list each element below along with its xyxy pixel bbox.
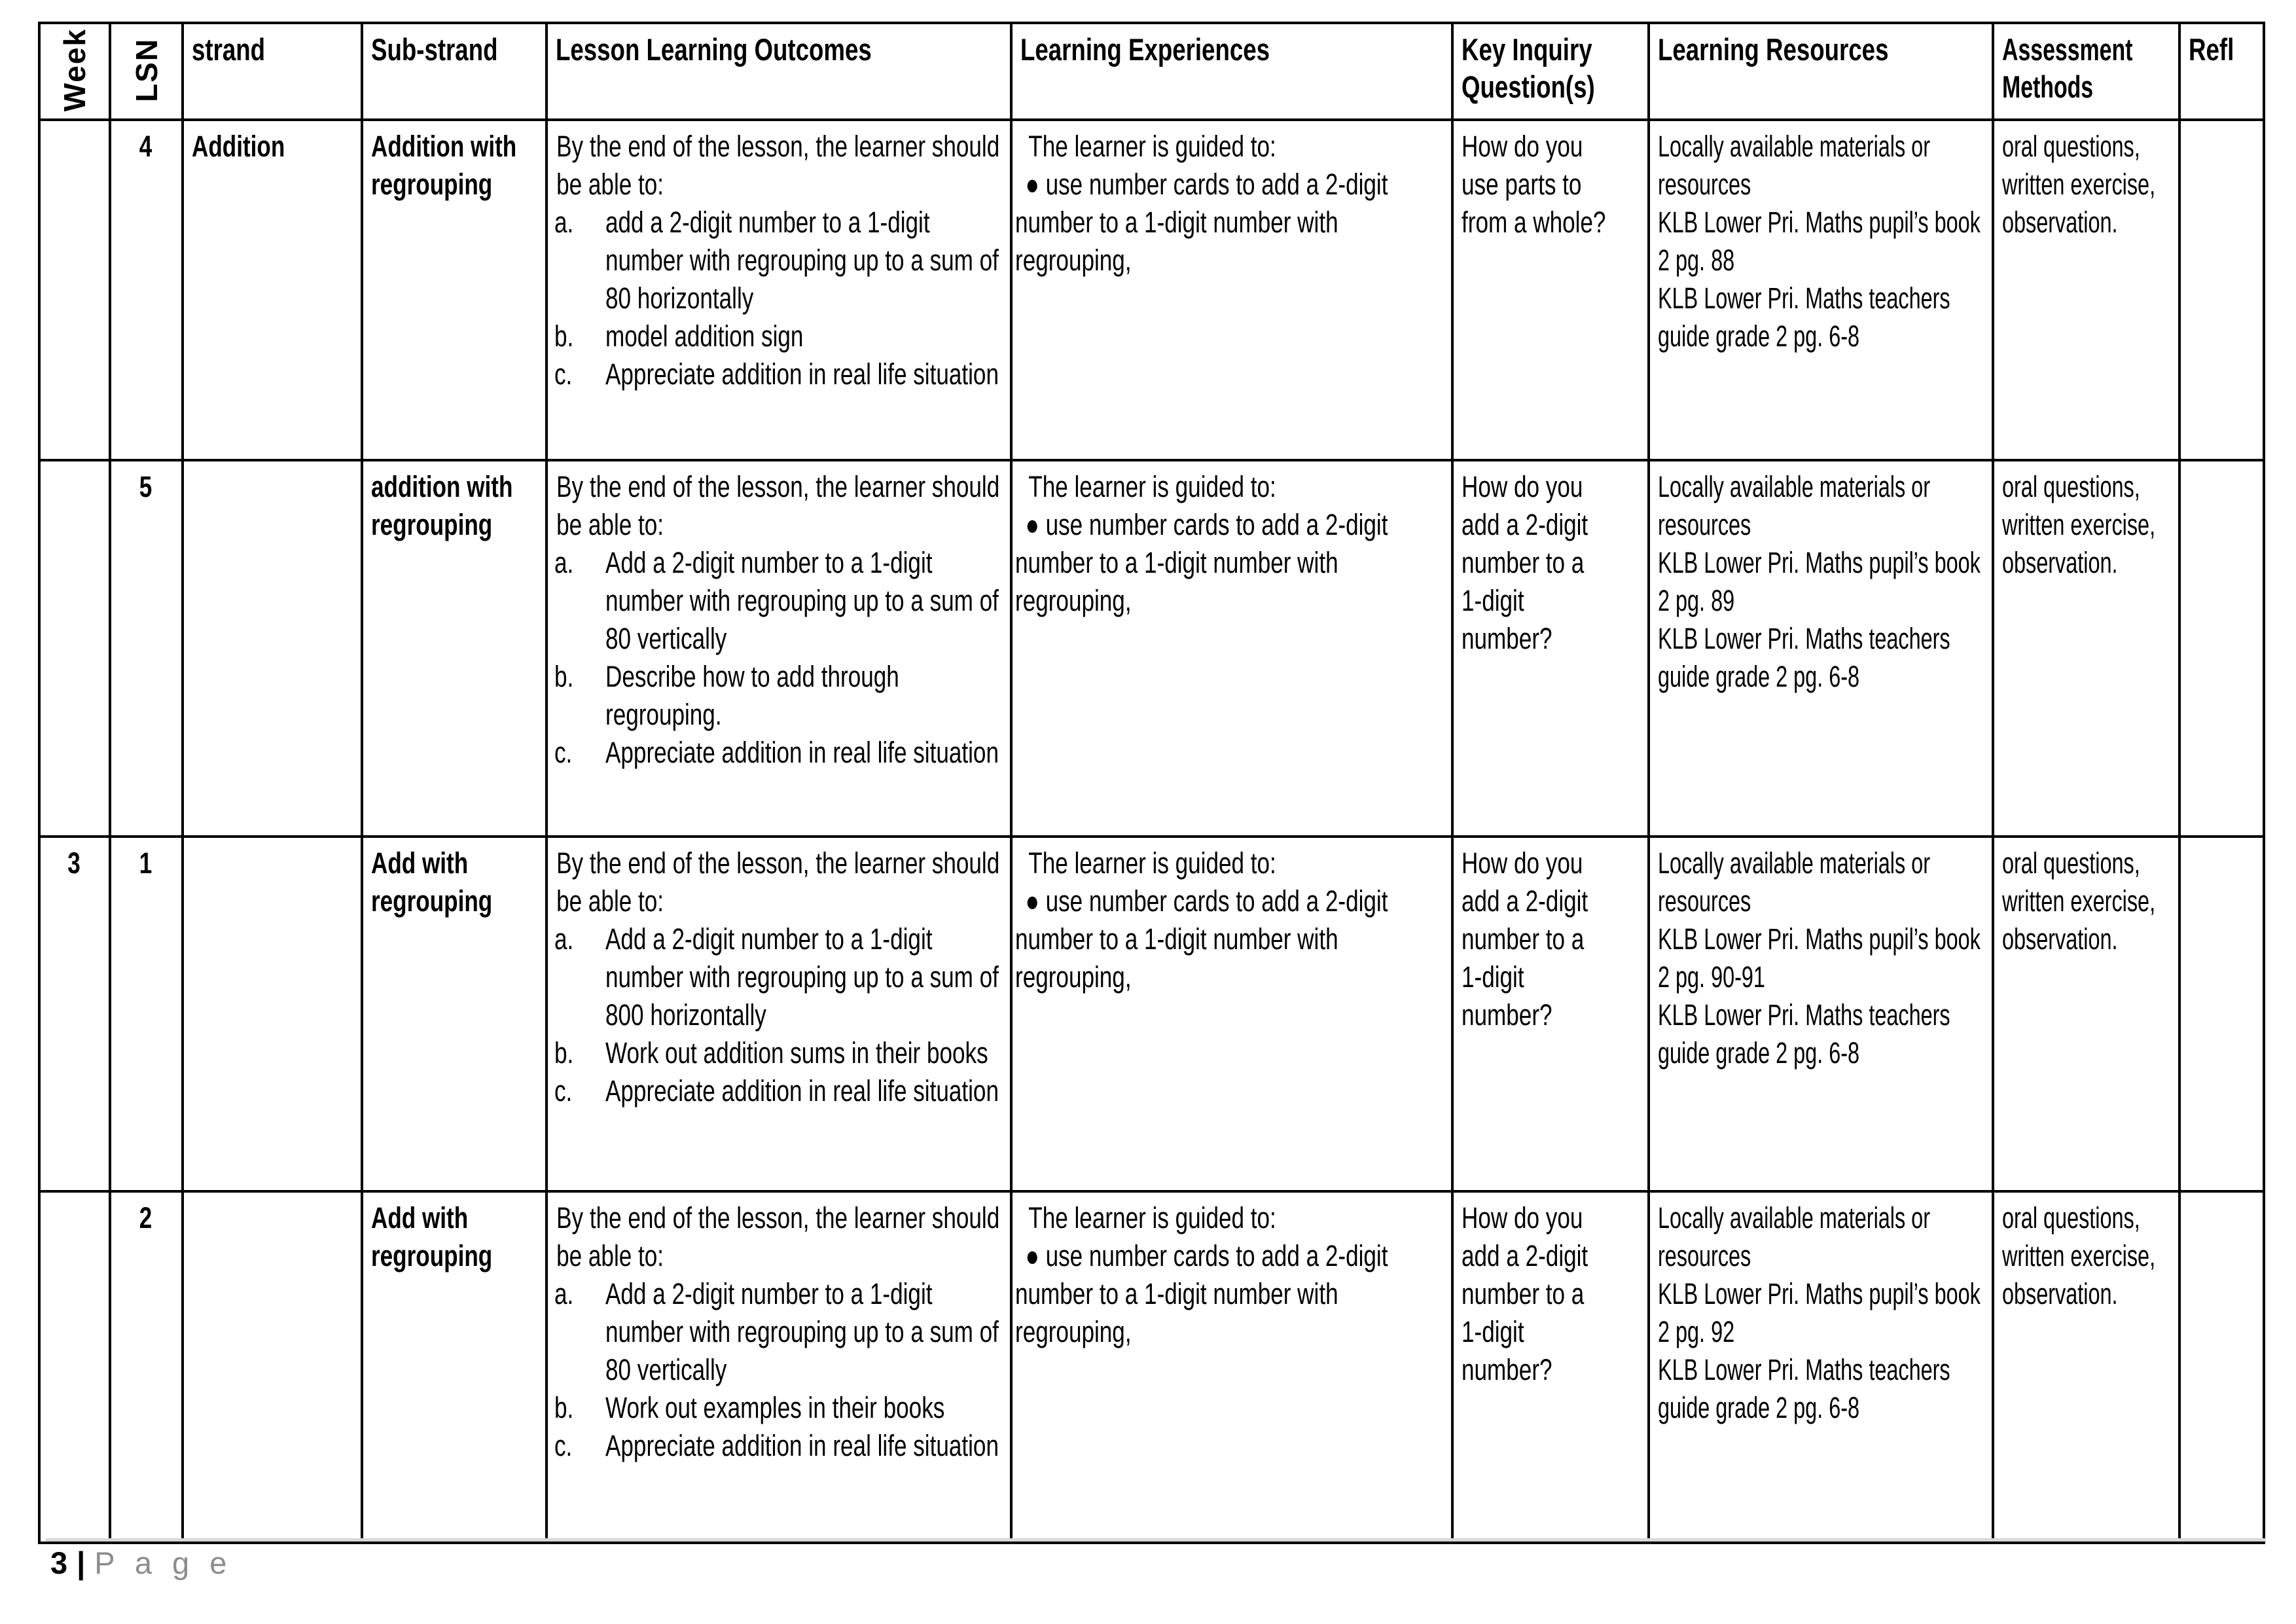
resource-line: Locally available materials or resources <box>1658 1201 1931 1273</box>
outcome-item <box>554 1389 1001 1427</box>
list-marker: b. <box>554 660 574 694</box>
cell-week <box>39 1191 110 1543</box>
outcome-text: Appreciate addition in real life situation <box>605 1074 999 1108</box>
outcomes-intro: By the end of the lesson, the learner should be able to: <box>556 1201 1000 1273</box>
cell-outcomes <box>547 120 1011 460</box>
table-row <box>39 837 2264 1191</box>
outcome-text: Appreciate addition in real life situation <box>605 736 999 770</box>
cell-key-inquiry <box>1452 1191 1649 1543</box>
assessment-text: oral questions, written exercise, observation. <box>2002 130 2156 240</box>
resource-line: KLB Lower Pri. Maths pupil’s book 2 pg. 92 <box>1658 1277 1981 1349</box>
bullet-icon: ● <box>1025 508 1039 542</box>
cell-strand <box>183 460 362 837</box>
experiences-bullet-item <box>1015 1237 1442 1351</box>
cell-strand <box>183 1191 362 1543</box>
list-marker: a. <box>554 206 574 240</box>
outcome-text: Work out addition sums in their books <box>605 1036 988 1070</box>
cell-strand: Addition <box>183 120 362 460</box>
page-number: 3 <box>50 1545 68 1580</box>
outcome-text: Describe how to add through regrouping. <box>605 660 899 732</box>
cell-resources <box>1649 120 1993 460</box>
footer-page-word: P a g e <box>94 1545 233 1580</box>
list-marker: c. <box>554 1429 573 1463</box>
outcome-item <box>554 734 1001 772</box>
resource-line: KLB Lower Pri. Maths pupil’s book 2 pg. 88 <box>1658 206 1981 278</box>
resource-line: KLB Lower Pri. Maths teachers guide grade 2 pg. 6-8 <box>1658 1353 1950 1425</box>
cell-outcomes <box>547 837 1011 1191</box>
table-row <box>39 460 2264 837</box>
resource-line: Locally available materials or resources <box>1658 130 1931 202</box>
cell-strand <box>183 837 362 1191</box>
assessment-text: oral questions, written exercise, observation. <box>2002 1201 2156 1311</box>
list-marker: a. <box>554 922 574 956</box>
cell-assessment <box>1993 120 2179 460</box>
scheme-of-work-table <box>38 22 2265 1544</box>
cell-assessment <box>1993 460 2179 837</box>
cell-experiences <box>1011 837 1452 1191</box>
cell-assessment <box>1993 1191 2179 1543</box>
cell-week <box>39 120 110 460</box>
assessment-text: oral questions, written exercise, observation. <box>2002 470 2156 580</box>
col-header-kiq: Key Inquiry Question(s) <box>1452 23 1649 120</box>
cell-substrand: Add with regrouping <box>362 837 547 1191</box>
resource-line: KLB Lower Pri. Maths teachers guide grade 2 pg. 6-8 <box>1658 281 1950 353</box>
key-inquiry-text: How do you add a 2-digit number to a 1-digit number? <box>1462 470 1588 656</box>
outcome-item <box>554 355 1001 393</box>
experiences-bullet-item <box>1015 882 1442 996</box>
cell-substrand: addition with regrouping <box>362 460 547 837</box>
footer-separator: | <box>77 1545 86 1580</box>
cell-experiences <box>1011 120 1452 460</box>
col-header-substrand: Sub-strand <box>362 23 547 120</box>
cell-substrand: Addition with regrouping <box>362 120 547 460</box>
resource-line: Locally available materials or resources <box>1658 470 1931 542</box>
cell-lsn: 1 <box>110 837 183 1191</box>
experiences-text: use number cards to add a 2-digit number to a 1-digit number with regrouping, <box>1015 1239 1388 1349</box>
cell-experiences <box>1011 460 1452 837</box>
outcome-item <box>554 1034 1001 1072</box>
cell-experiences <box>1011 1191 1452 1543</box>
experiences-text: use number cards to add a 2-digit number to a 1-digit number with regrouping, <box>1015 884 1388 994</box>
table-row <box>39 1191 2264 1543</box>
outcome-item <box>554 317 1001 355</box>
cell-lsn: 4 <box>110 120 183 460</box>
col-header-experiences: Learning Experiences <box>1011 23 1452 120</box>
col-header-outcomes: Lesson Learning Outcomes <box>547 23 1011 120</box>
table-row <box>39 120 2264 460</box>
outcome-text: add a 2-digit number to a 1-digit number with regrouping up to a sum of 80 horizontally <box>605 206 999 316</box>
experiences-text: use number cards to add a 2-digit number to a 1-digit number with regrouping, <box>1015 508 1388 618</box>
experiences-bullet-item <box>1015 506 1442 620</box>
col-header-lsn-label: LSN <box>129 37 164 102</box>
list-marker: a. <box>554 1277 574 1311</box>
col-header-assessment: Assessment Methods <box>1993 23 2179 120</box>
outcome-text: Appreciate addition in real life situation <box>605 1429 999 1463</box>
outcome-item <box>554 920 1001 1034</box>
outcome-text: model addition sign <box>605 319 804 353</box>
outcome-text: Add a 2-digit number to a 1-digit number with regrouping up to a sum of 80 vertically <box>605 546 999 656</box>
cell-outcomes <box>547 460 1011 837</box>
cell-key-inquiry <box>1452 460 1649 837</box>
cell-lsn: 2 <box>110 1191 183 1543</box>
list-marker: b. <box>554 1391 574 1425</box>
col-header-week <box>39 23 110 120</box>
cell-week <box>39 460 110 837</box>
cell-resources <box>1649 460 1993 837</box>
experiences-intro: The learner is guided to: <box>1028 470 1276 504</box>
col-header-lsn <box>110 23 183 120</box>
cell-resources <box>1649 837 1993 1191</box>
cell-key-inquiry <box>1452 837 1649 1191</box>
footer-divider <box>46 1538 2266 1542</box>
col-header-strand: strand <box>183 23 362 120</box>
outcomes-intro: By the end of the lesson, the learner should be able to: <box>556 846 1000 918</box>
experiences-text: use number cards to add a 2-digit number to a 1-digit number with regrouping, <box>1015 168 1388 278</box>
list-marker: c. <box>554 1074 573 1108</box>
bullet-icon: ● <box>1025 1239 1039 1273</box>
experiences-intro: The learner is guided to: <box>1028 130 1276 164</box>
cell-refl <box>2179 460 2264 837</box>
cell-outcomes <box>547 1191 1011 1543</box>
resource-line: Locally available materials or resources <box>1658 846 1931 918</box>
assessment-text: oral questions, written exercise, observation. <box>2002 846 2156 956</box>
bullet-icon: ● <box>1025 168 1039 202</box>
cell-substrand: Add with regrouping <box>362 1191 547 1543</box>
cell-assessment <box>1993 837 2179 1191</box>
col-header-refl: Refl <box>2179 23 2264 120</box>
cell-refl <box>2179 837 2264 1191</box>
bullet-icon: ● <box>1025 884 1039 918</box>
list-marker: c. <box>554 736 573 770</box>
list-marker: c. <box>554 357 573 391</box>
list-marker: b. <box>554 1036 574 1070</box>
outcome-item <box>554 1275 1001 1389</box>
resource-line: KLB Lower Pri. Maths teachers guide grade 2 pg. 6-8 <box>1658 998 1950 1070</box>
cell-lsn: 5 <box>110 460 183 837</box>
key-inquiry-text: How do you use parts to from a whole? <box>1462 130 1606 240</box>
resource-line: KLB Lower Pri. Maths pupil’s book 2 pg. 89 <box>1658 546 1981 618</box>
outcome-text: Work out examples in their books <box>605 1391 945 1425</box>
outcomes-intro: By the end of the lesson, the learner should be able to: <box>556 470 1000 542</box>
resource-line: KLB Lower Pri. Maths pupil’s book 2 pg. 90-91 <box>1658 922 1981 994</box>
col-header-resources: Learning Resources <box>1649 23 1993 120</box>
header-row <box>39 23 2264 120</box>
cell-key-inquiry <box>1452 120 1649 460</box>
outcome-item <box>554 204 1001 317</box>
outcome-text: Appreciate addition in real life situation <box>605 357 999 391</box>
page-footer <box>50 1543 232 1583</box>
outcome-item <box>554 544 1001 658</box>
outcome-item <box>554 1427 1001 1465</box>
cell-refl <box>2179 1191 2264 1543</box>
list-marker: a. <box>554 546 574 580</box>
col-header-week-label: Week <box>58 28 92 112</box>
experiences-intro: The learner is guided to: <box>1028 846 1276 880</box>
experiences-bullet-item <box>1015 166 1442 280</box>
key-inquiry-text: How do you add a 2-digit number to a 1-digit number? <box>1462 846 1588 1032</box>
outcome-item <box>554 1072 1001 1110</box>
outcomes-intro: By the end of the lesson, the learner should be able to: <box>556 130 1000 202</box>
cell-resources <box>1649 1191 1993 1543</box>
outcome-text: Add a 2-digit number to a 1-digit number with regrouping up to a sum of 800 horizontally <box>605 922 999 1032</box>
list-marker: b. <box>554 319 574 353</box>
outcome-item <box>554 658 1001 734</box>
outcome-text: Add a 2-digit number to a 1-digit number with regrouping up to a sum of 80 vertically <box>605 1277 999 1387</box>
experiences-intro: The learner is guided to: <box>1028 1201 1276 1235</box>
cell-week: 3 <box>39 837 110 1191</box>
cell-refl <box>2179 120 2264 460</box>
key-inquiry-text: How do you add a 2-digit number to a 1-digit number? <box>1462 1201 1588 1387</box>
resource-line: KLB Lower Pri. Maths teachers guide grade 2 pg. 6-8 <box>1658 622 1950 694</box>
